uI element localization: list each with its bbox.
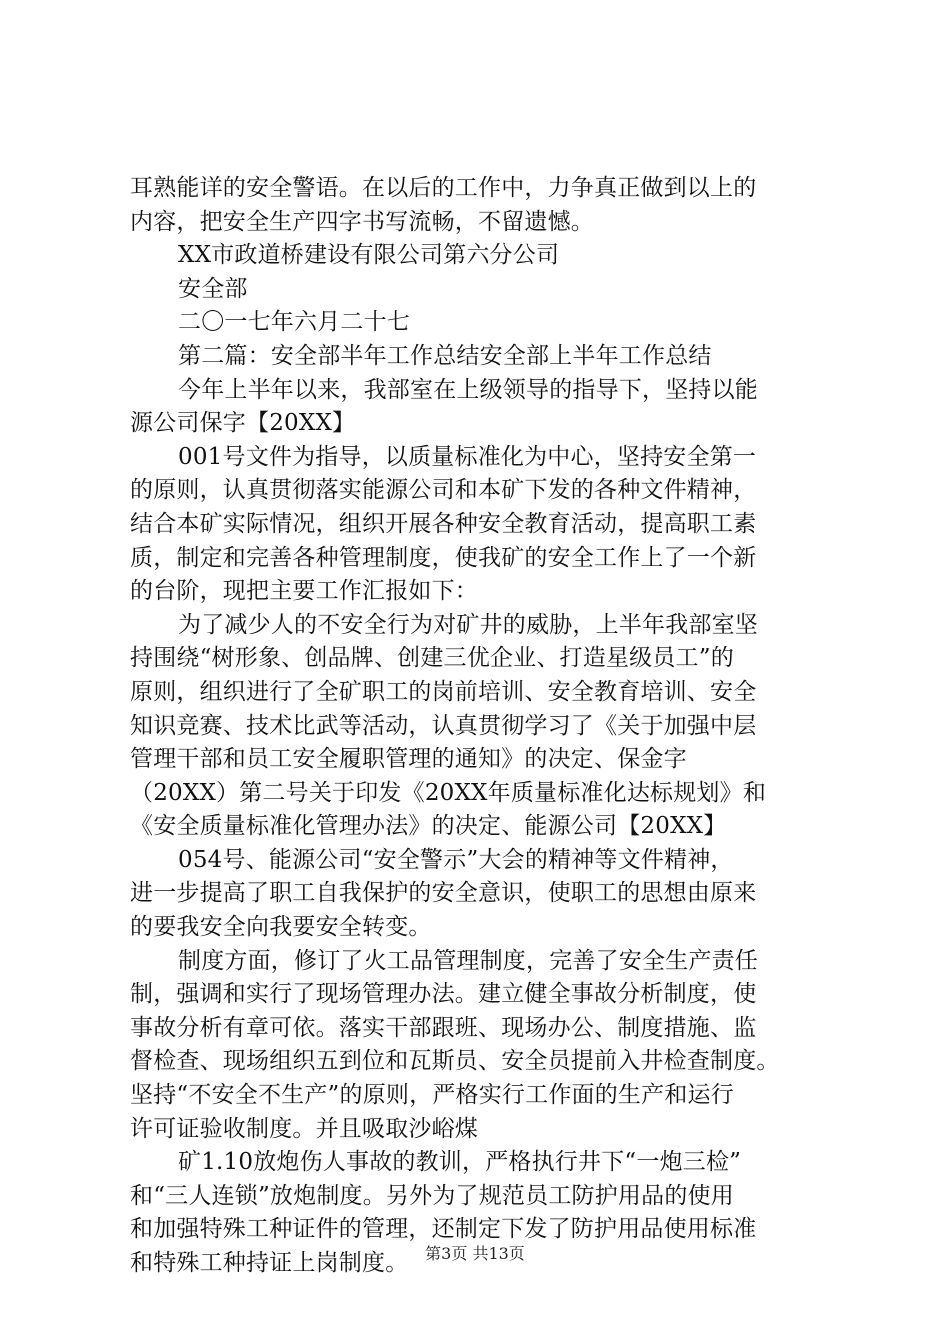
text-line: 054号、能源公司“安全警示”大会的精神等文件精神， [178,846,734,873]
text-line: 第二篇：安全部半年工作总结安全部上半年工作总结 [178,342,712,369]
text-line: 安全部 [178,275,248,302]
text-line: 耳熟能详的安全警语。在以后的工作中，力争真正做到以上的 [130,175,757,201]
text-line: 持围绕“树形象、创品牌、创建三优企业、打造星级员工”的 [130,645,734,672]
text-line: 为了减少人的不安全行为对矿井的威胁，上半年我部室坚 [178,611,758,638]
text-line: 的要我安全向我要安全转变。 [130,914,432,941]
text-line: 许可证验收制度。并且吸取沙峪煤 [130,1115,478,1142]
text-line: 二〇一七年六月二十七 [178,309,410,336]
text-line: （20XX）第二号关于印发《20XX年质量标准化达标规划》和 [130,779,767,806]
text-line: 质，制定和完善各种管理制度，使我矿的安全工作上了一个新 [130,544,757,571]
text-line: 001号文件为指导，以质量标准化为中心，坚持安全第一 [178,443,757,470]
text-line: 源公司保字【20XX】 [130,410,356,437]
text-line: 督检查、现场组织五到位和瓦斯员、安全员提前入井检查制度。 [130,1048,780,1075]
text-line: 事故分析有章可依。落实干部跟班、现场办公、制度措施、监 [130,1014,757,1041]
text-line: 矿1.10放炮伤人事故的教训，严格执行井下“一炮三检” [178,1149,742,1176]
text-line: XX市政道桥建设有限公司第六分公司 [178,242,560,269]
page-footer: 第3页 共13页 [425,1244,525,1263]
text-line: 管理干部和员工安全履职管理的通知》的决定、保金字 [130,746,687,773]
document-body [130,172,830,1281]
text-line: 结合本矿实际情况，组织开展各种安全教育活动，提高职工素 [130,510,757,537]
text-line: 和特殊工种持证上岗制度。 [130,1250,409,1276]
text-line: 制度方面，修订了火工品管理制度，完善了安全生产责任 [178,947,758,974]
text-line: 进一步提高了职工自我保护的安全意识，使职工的思想由原来 [130,880,757,907]
text-line: 的台阶，现把主要工作汇报如下： [130,578,478,605]
text-line: 知识竞赛、技术比武等活动，认真贯彻学习了《关于加强中层 [130,712,757,739]
text-line: 的原则，认真贯彻落实能源公司和本矿下发的各种文件精神， [130,477,757,504]
text-line: 内容，把安全生产四字书写流畅，不留遗憾。 [130,208,594,235]
text-line: 今年上半年以来，我部室在上级领导的指导下，坚持以能 [178,376,758,403]
text-line: 《安全质量标准化管理办法》的决定、能源公司【20XX】 [130,813,727,840]
text-line: 制，强调和实行了现场管理办法。建立健全事故分析制度，使 [130,981,757,1008]
text-line: 和“三人连锁”放炮制度。另外为了规范员工防护用品的使用 [130,1182,734,1209]
text-line: 原则，组织进行了全矿职工的岗前培训、安全教育培训、安全 [130,678,757,705]
text-line: 坚持“不安全不生产”的原则，严格实行工作面的生产和运行 [130,1082,734,1109]
text-line: 和加强特殊工种证件的管理，还制定下发了防护用品使用标准 [130,1216,757,1243]
